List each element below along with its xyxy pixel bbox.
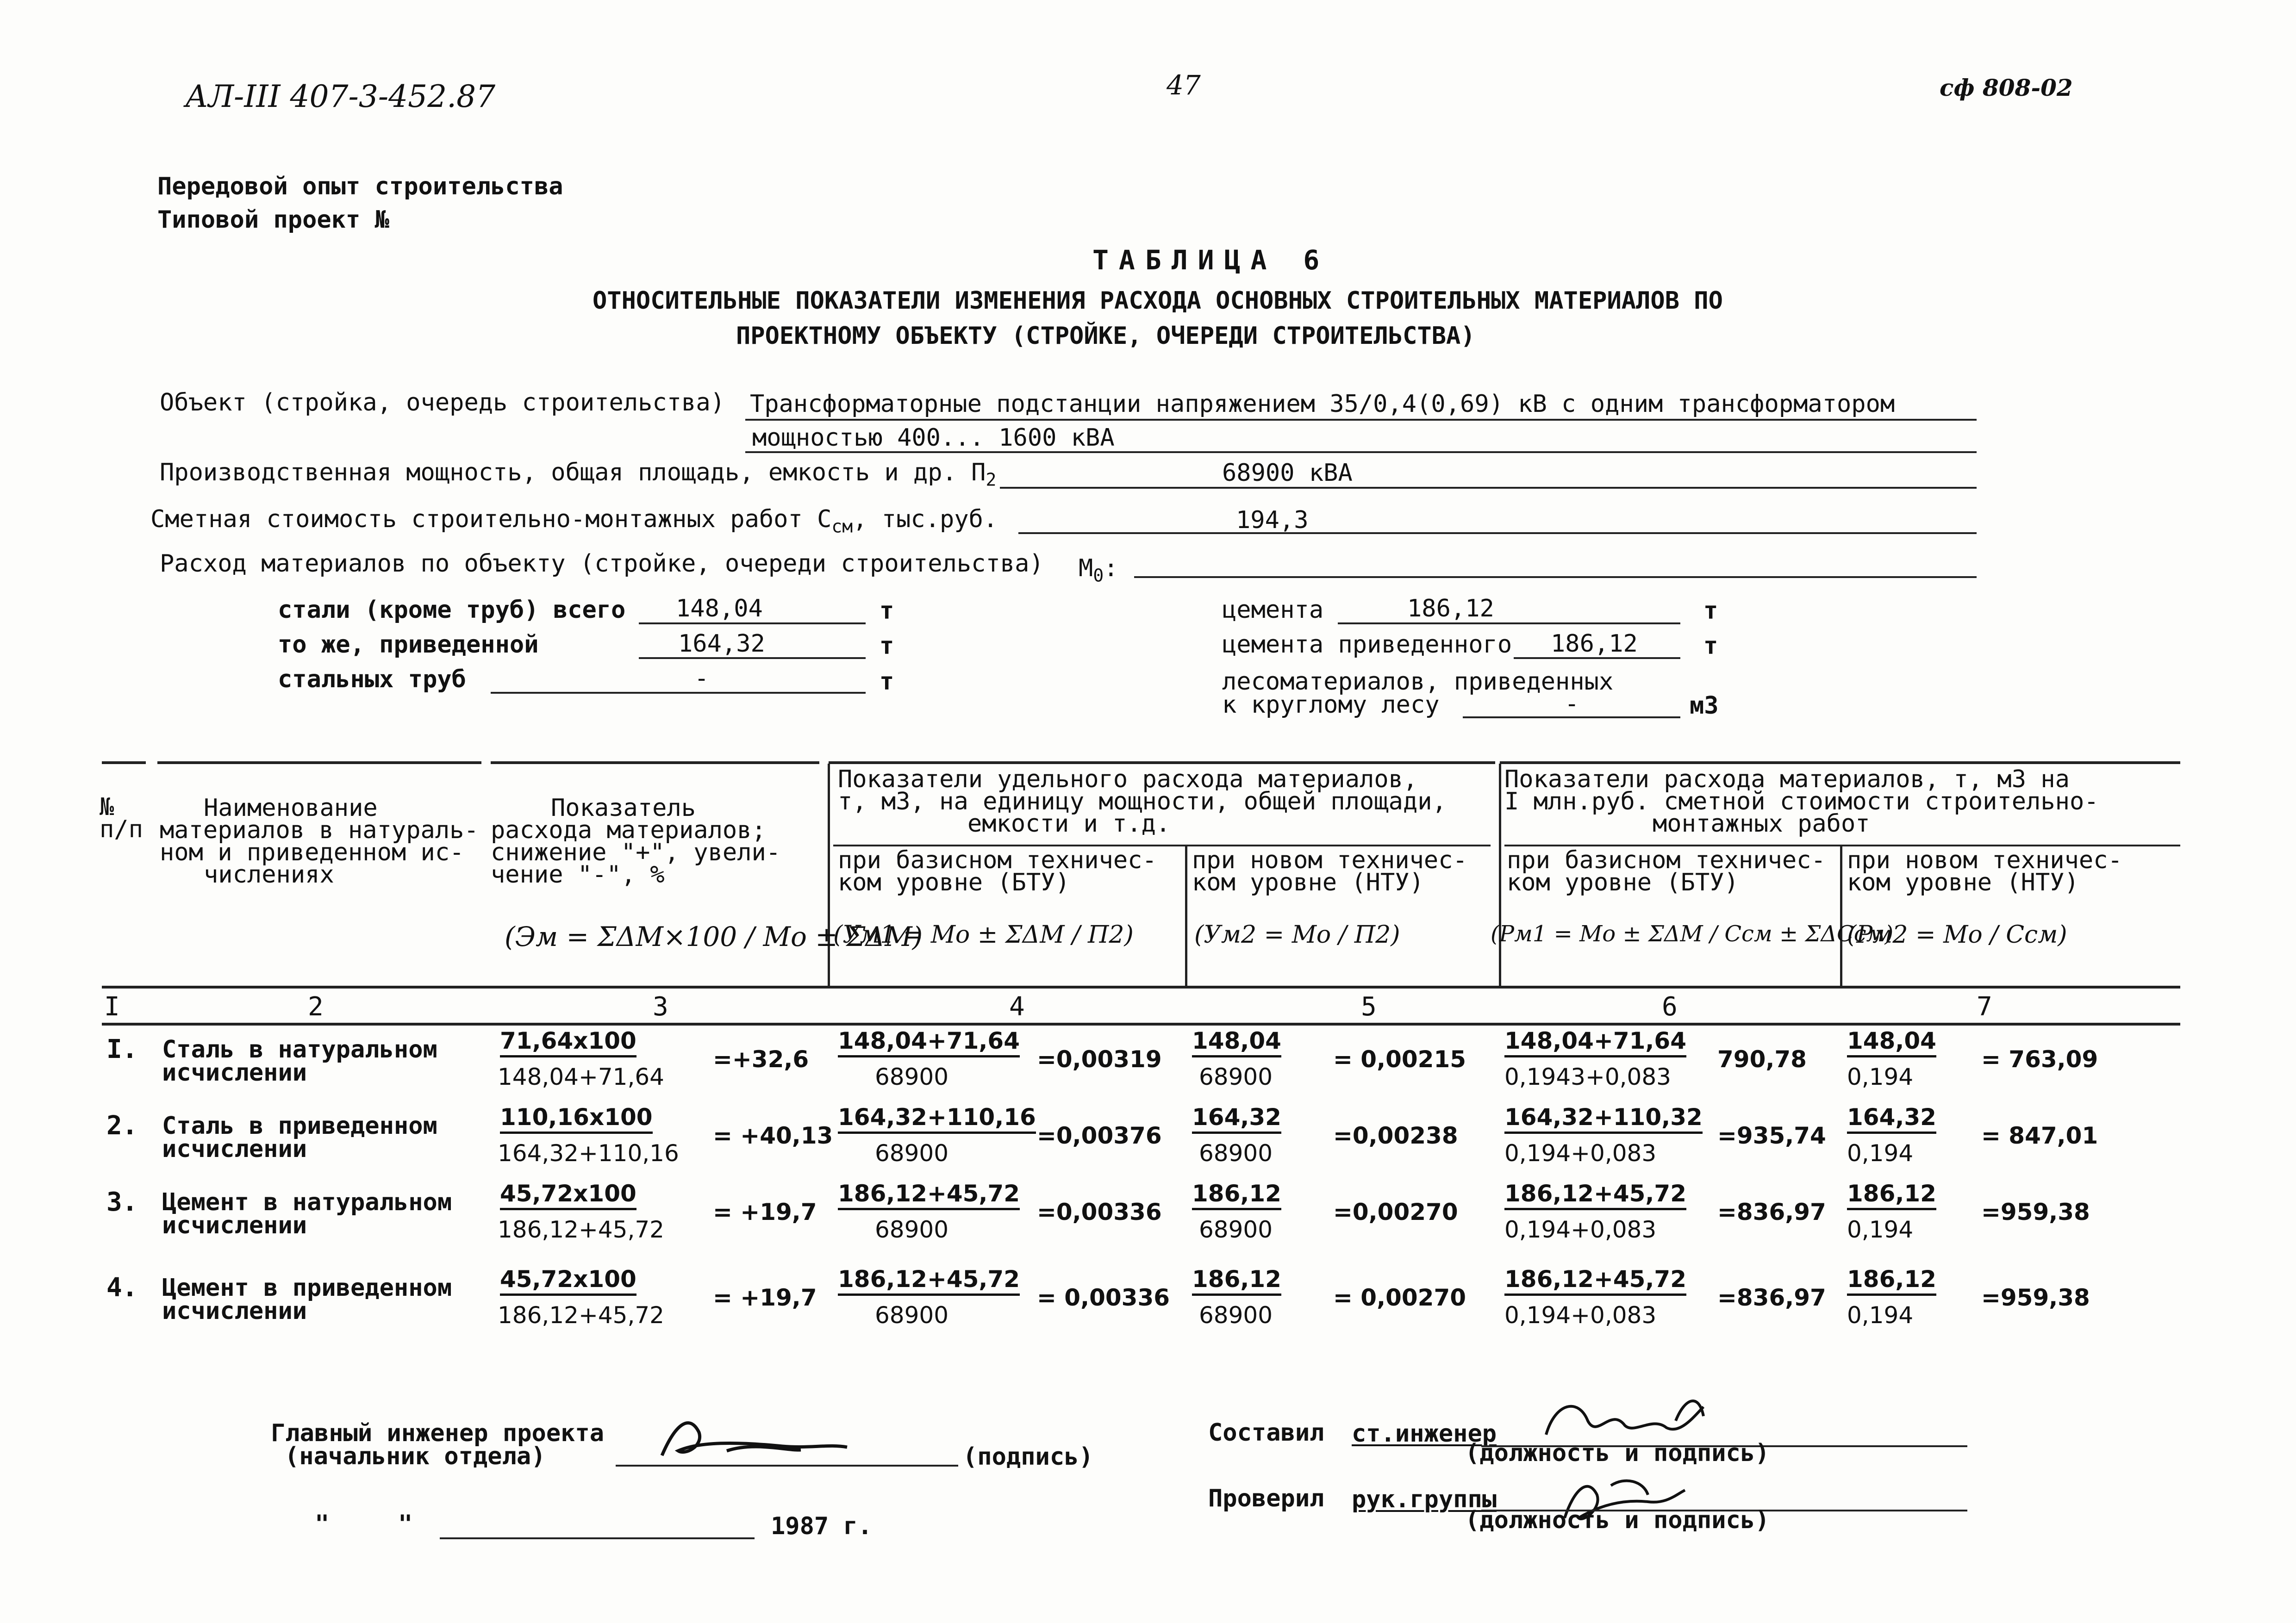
fraction-result: =0,00376: [1037, 1122, 1162, 1149]
fraction-numerator: 45,72x100: [500, 1266, 636, 1296]
col-number-5: 5: [1361, 992, 1377, 1022]
fraction-result: =0,00238: [1333, 1122, 1458, 1149]
cement-reduced-label: цемента приведенного: [1222, 631, 1512, 659]
cement-value: 186,12: [1407, 595, 1494, 622]
object-label: Объект (стройка, очередь строительства): [160, 389, 725, 417]
checked-role: рук.группы: [1352, 1486, 1497, 1513]
header-btu-6: при базисном техничес- ком уровне (БТУ): [1507, 846, 1826, 896]
row-name-line-2: исчислении: [162, 1297, 307, 1325]
row-name-line-1: Сталь в приведенном: [162, 1112, 437, 1140]
fraction-numerator: 186,12: [1192, 1180, 1281, 1210]
fraction-numerator: 186,12+45,72: [1504, 1180, 1686, 1210]
row-name-line-2: исчислении: [162, 1212, 307, 1239]
compiled-label: Составил: [1208, 1419, 1324, 1447]
col-number-6: 6: [1662, 992, 1678, 1022]
cement-reduced-value: 186,12: [1551, 630, 1638, 658]
document-code: АЛ-III 407-3-452.87: [185, 79, 496, 114]
fraction-numerator: 110,16x100: [500, 1104, 653, 1134]
header-specific: Показатели удельного расхода материалов, т, м3, на единицу мощности, общей площади, емкости и т.д.: [838, 765, 1447, 838]
fraction-denominator: 68900: [1199, 1140, 1273, 1167]
header-btu-4: при базисном техничес- ком уровне (БТУ): [838, 846, 1157, 896]
fraction-numerator: 164,32+110,16: [838, 1104, 1036, 1134]
fraction-denominator: 0,194+0,083: [1504, 1140, 1657, 1167]
fraction-result: = +19,7: [713, 1284, 817, 1311]
row-name-line-1: Сталь в натуральном: [162, 1036, 437, 1063]
fraction-denominator: 68900: [1199, 1063, 1273, 1090]
fraction-numerator: 186,12: [1847, 1266, 1936, 1296]
cost-label: Сметная стоимость строительно-монтажных работ $С_{см}$, тыс.руб.: [150, 505, 998, 537]
fraction-numerator: 186,12: [1847, 1180, 1936, 1210]
row-number: 3.: [106, 1187, 138, 1217]
steel-reduced-value: 164,32: [678, 630, 765, 658]
col-number-4: 4: [1009, 992, 1025, 1022]
form-code: сф 808-02: [1940, 74, 2073, 101]
checked-hint: (должность и подпись): [1465, 1506, 1770, 1534]
fraction-denominator: 0,194: [1847, 1216, 1914, 1243]
fraction-result: =836,97: [1717, 1199, 1826, 1225]
row-number: I.: [106, 1034, 138, 1064]
row-name-line-1: Цемент в натуральном: [162, 1188, 452, 1216]
row-number: 2.: [106, 1111, 138, 1141]
steel-unit: т: [880, 597, 894, 625]
fraction-result: =+32,6: [713, 1046, 809, 1073]
fraction-result: = 0,00270: [1333, 1284, 1466, 1311]
header-name: Наименование материалов в натураль- ном и приведенном ис- числениях: [160, 794, 479, 889]
header-ntu-5: при новом техничес- ком уровне (НТУ): [1192, 846, 1467, 896]
fraction-denominator: 148,04+71,64: [498, 1063, 664, 1090]
steel-reduced-label: то же, приведенной: [278, 631, 539, 659]
fraction-denominator: 0,194: [1847, 1302, 1914, 1329]
object-value-2: мощностью 400... 1600 кВА: [752, 424, 1115, 452]
cement-unit: т: [1703, 597, 1718, 625]
fraction-numerator: 164,32+110,32: [1504, 1104, 1703, 1134]
fraction-result: = +40,13: [713, 1122, 833, 1149]
object-value-1: Трансформаторные подстанции напряжением 35/0,4(0,69) кВ с одним трансформатором: [750, 390, 1895, 418]
formula-col-4: (Ум1 = Мо ± ΣΔМ / П2): [833, 921, 1134, 949]
chief-signature: [634, 1405, 967, 1465]
pipes-label: стальных труб: [278, 665, 466, 693]
formula-col-7: (Рм2 = Мо / Ссм): [1847, 921, 2067, 949]
wood-value: -: [1565, 690, 1579, 718]
fraction-denominator: 68900: [1199, 1302, 1273, 1329]
fraction-numerator: 164,32: [1192, 1104, 1281, 1134]
fraction-numerator: 186,12: [1192, 1266, 1281, 1296]
col-number-3: 3: [653, 992, 668, 1022]
compiled-role: ст.инженер: [1352, 1420, 1497, 1448]
steel-label: стали (кроме труб) всего: [278, 596, 626, 624]
fraction-denominator: 0,1943+0,083: [1504, 1063, 1671, 1090]
fraction-denominator: 68900: [1199, 1216, 1273, 1243]
capacity-label: Производственная мощность, общая площадь, емкость и др. $П_2$: [160, 459, 997, 490]
fraction-denominator: 0,194+0,083: [1504, 1302, 1657, 1329]
date-quote-open: ": [315, 1510, 330, 1538]
fraction-result: =0,00270: [1333, 1199, 1458, 1225]
row-name-line-1: Цемент в приведенном: [162, 1274, 452, 1302]
wood-unit: м3: [1690, 692, 1719, 720]
formula-col-6: (Рм1 = Мо ± ΣΔМ / Ссм ± ΣΔСсм): [1491, 921, 1894, 947]
page-number: 47: [1167, 69, 1201, 101]
row-number: 4.: [106, 1273, 138, 1303]
wood-label-2: к круглому лесу: [1222, 691, 1440, 719]
fraction-numerator: 186,12+45,72: [838, 1180, 1020, 1210]
fraction-result: =959,38: [1981, 1284, 2090, 1311]
fraction-numerator: 148,04+71,64: [838, 1027, 1020, 1057]
fraction-result: =0,00319: [1037, 1046, 1162, 1073]
cement-reduced-unit: т: [1703, 632, 1718, 660]
fraction-result: = 763,09: [1981, 1046, 2098, 1073]
fraction-result: =0,00336: [1037, 1199, 1162, 1225]
compiled-hint: (должность и подпись): [1465, 1439, 1770, 1467]
row-name-line-2: исчислении: [162, 1135, 307, 1163]
fraction-denominator: 0,194: [1847, 1063, 1914, 1090]
fraction-numerator: 71,64x100: [500, 1027, 636, 1057]
header-per-mln: Показатели расхода материалов, т, м3 на I млн.руб. сметной стоимости строительно- монтажных работ: [1504, 765, 2099, 838]
table-label: ТАБЛИЦА 6: [1092, 244, 1330, 276]
fraction-numerator: 148,04: [1192, 1027, 1281, 1057]
cement-label: цемента: [1222, 596, 1324, 624]
fraction-denominator: 186,12+45,72: [498, 1302, 664, 1329]
header-ntu-7: при новом техничес- ком уровне (НТУ): [1847, 846, 2122, 896]
fraction-denominator: 68900: [875, 1216, 949, 1243]
fraction-denominator: 186,12+45,72: [498, 1216, 664, 1243]
cost-value: 194,3: [1236, 506, 1309, 534]
fraction-result: 790,78: [1717, 1046, 1807, 1073]
signature-hint: (подпись): [963, 1443, 1093, 1471]
org-line-1: Передовой опыт строительства: [157, 173, 563, 200]
capacity-value: 68900 кВА: [1222, 459, 1353, 487]
fraction-denominator: 68900: [875, 1140, 949, 1167]
date-quote-close: ": [398, 1510, 413, 1538]
fraction-result: = 0,00336: [1037, 1284, 1170, 1311]
fraction-denominator: 0,194+0,083: [1504, 1216, 1657, 1243]
fraction-numerator: 164,32: [1847, 1104, 1936, 1134]
col-number-1: I: [104, 992, 120, 1022]
wood-label-1: лесоматериалов, приведенных: [1222, 668, 1614, 696]
fraction-numerator: 186,12+45,72: [838, 1266, 1020, 1296]
fraction-numerator: 148,04+71,64: [1504, 1027, 1686, 1057]
chief-engineer-label: Главный инженер проекта (начальник отдела): [271, 1419, 605, 1470]
title-line-2: ПРОЕКТНОМУ ОБЪЕКТУ (СТРОЙКЕ, ОЧЕРЕДИ СТРОИТЕЛЬСТВА): [736, 322, 1475, 350]
fraction-denominator: 68900: [875, 1302, 949, 1329]
year: 1987 г.: [771, 1512, 873, 1540]
formula-col-3: (Эм = ΣΔМ×100 / Мо ± ΣΔМ): [505, 921, 923, 952]
steel-value: 148,04: [676, 595, 763, 622]
row-name-line-2: исчислении: [162, 1059, 307, 1087]
fraction-result: =959,38: [1981, 1199, 2090, 1225]
fraction-result: = 847,01: [1981, 1122, 2098, 1149]
materials-symbol: $М_0$:: [1079, 554, 1118, 586]
checked-label: Проверил: [1208, 1485, 1324, 1512]
steel-reduced-unit: т: [880, 632, 894, 660]
fraction-result: = 0,00215: [1333, 1046, 1466, 1073]
pipes-unit: т: [880, 668, 894, 696]
materials-label: Расход материалов по объекту (стройке, очереди строительства): [160, 550, 1044, 578]
header-indicator: Показатель расхода материалов; снижение "+", увели- чение "-", %: [491, 794, 781, 889]
fraction-numerator: 148,04: [1847, 1027, 1936, 1057]
fraction-numerator: 186,12+45,72: [1504, 1266, 1686, 1296]
org-line-2: Типовой проект №: [157, 206, 389, 234]
fraction-result: = +19,7: [713, 1199, 817, 1225]
fraction-result: =935,74: [1717, 1122, 1826, 1149]
fraction-result: =836,97: [1717, 1284, 1826, 1311]
fraction-denominator: 0,194: [1847, 1140, 1914, 1167]
col-number-2: 2: [308, 992, 324, 1022]
fraction-denominator: 68900: [875, 1063, 949, 1090]
col-number-7: 7: [1977, 992, 1992, 1022]
pipes-value: -: [694, 665, 709, 692]
formula-col-5: (Ум2 = Мо / П2): [1194, 921, 1400, 949]
fraction-numerator: 45,72x100: [500, 1180, 636, 1210]
title-line-1: ОТНОСИТЕЛЬНЫЕ ПОКАЗАТЕЛИ ИЗМЕНЕНИЯ РАСХОДА ОСНОВНЫХ СТРОИТЕЛЬНЫХ МАТЕРИАЛОВ ПО: [593, 287, 1723, 315]
header-num: № п/п: [100, 793, 143, 843]
fraction-denominator: 164,32+110,16: [498, 1140, 679, 1167]
